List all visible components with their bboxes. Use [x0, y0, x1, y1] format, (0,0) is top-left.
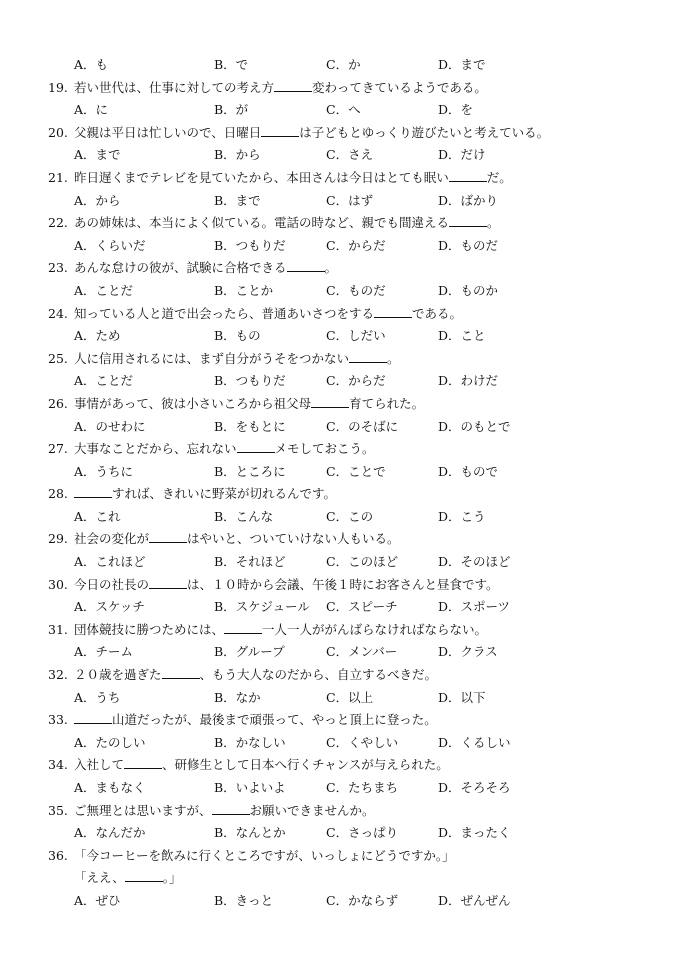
question-text	[74, 167, 512, 190]
option-b: B．こんな	[214, 508, 274, 524]
answer-blank	[224, 619, 262, 634]
answer-blank	[311, 393, 349, 408]
question-text-segment: 人に信用されるには、まず自分がうそをつかない	[74, 350, 350, 366]
option-c: C．さっぱり	[326, 825, 399, 841]
option-b: B．が	[214, 102, 249, 118]
option-d: D．くるしい	[438, 734, 511, 750]
option-a: A．これ	[74, 508, 121, 524]
answer-blank	[149, 574, 187, 589]
question-text	[74, 257, 337, 280]
answer-blank	[237, 438, 275, 453]
question-text-segment: ２０歳を過ぎた	[74, 667, 162, 683]
option-c: C．この	[326, 508, 374, 524]
options-row	[0, 777, 688, 800]
option-b: B．なんとか	[214, 825, 286, 841]
question-line	[0, 664, 688, 687]
question-number: 21.	[48, 169, 68, 185]
option-c: C．さえ	[326, 147, 374, 163]
option-c: C．たちまち	[326, 780, 399, 795]
question-number: 19.	[48, 79, 68, 95]
question-text-segment: あの姉妹は、本当によく似ている。電話の時など、親でも間違える	[74, 215, 450, 231]
options-row	[0, 596, 688, 619]
option-c: C．へ	[326, 102, 361, 118]
question-line	[0, 619, 688, 642]
question-number: 24.	[48, 305, 68, 321]
option-c: C．か	[326, 57, 361, 72]
option-a: A．スケッチ	[74, 599, 145, 615]
option-b: B．をもとに	[214, 418, 286, 434]
question-text	[74, 393, 424, 416]
option-b: B．ことか	[214, 282, 274, 298]
answer-blank	[74, 483, 112, 498]
question-line	[0, 800, 688, 823]
option-c: C．のそばに	[326, 418, 399, 434]
question-line	[0, 709, 688, 732]
question-sheet	[0, 54, 688, 913]
question-text-segment: 一人一人ががんばらなければならない。	[262, 621, 488, 637]
question-text-segment: 若い世代は、仕事に対しての考え方	[74, 79, 275, 95]
answer-blank	[124, 754, 162, 769]
option-a: A．これほど	[74, 554, 146, 570]
question-text-segment: 昨日遅くまでテレビを見ていたから、本田さんは今日はとても眠い	[74, 169, 449, 185]
question-text	[74, 438, 375, 461]
question-text-segment: 。	[487, 215, 500, 231]
question-text-segment: はやいと、ついていけない人もいる。	[187, 531, 400, 547]
question-number: 32.	[48, 667, 68, 683]
question-line	[0, 212, 688, 235]
option-d: D．こと	[438, 328, 486, 344]
options-row	[0, 280, 688, 303]
question-text	[74, 800, 375, 823]
question-text	[74, 619, 487, 642]
question-number: 27.	[48, 441, 68, 457]
question-line	[0, 393, 688, 416]
option-b: B．いよいよ	[214, 780, 286, 795]
question-text-segment: ご無理とは思いますが、	[74, 802, 212, 818]
question-number: 23.	[48, 260, 68, 276]
option-c: C．メンバー	[326, 644, 398, 660]
options-row	[0, 370, 688, 393]
question-text	[74, 845, 455, 868]
option-b: B．なか	[214, 689, 261, 705]
option-a: A．ことだ	[74, 282, 134, 298]
question-text	[74, 348, 400, 371]
option-b: B．つもりだ	[214, 373, 286, 389]
option-a: A．まもなく	[74, 780, 146, 795]
option-c: C．スピーチ	[326, 599, 398, 615]
question-text-segment: 。	[387, 350, 400, 366]
option-c: C．しだい	[326, 328, 386, 344]
option-c: C．以上	[326, 689, 374, 705]
question-text-segment: 事情があって、彼は小さいころから祖父母	[74, 395, 312, 411]
option-a: A．くらいだ	[74, 237, 146, 253]
option-b: B．から	[214, 147, 261, 163]
question-text-segment: 団体競技に勝つためには、	[74, 621, 225, 637]
option-c: C．このほど	[326, 554, 399, 570]
question-text-segment: は、１０時から会議、午後１時にお客さんと昼食です。	[187, 576, 499, 592]
option-d: D．のもとで	[438, 418, 511, 434]
question-text-segment: 。	[324, 260, 338, 276]
options-row	[0, 144, 688, 167]
question-text-segment: 。」	[162, 870, 182, 886]
options-row	[0, 235, 688, 258]
answer-blank	[162, 664, 200, 679]
answer-blank	[261, 122, 299, 137]
question-text	[74, 122, 549, 145]
question-text-segment: あんな怠けの彼が、試験に合格できる	[74, 260, 287, 276]
option-d: D．スポーツ	[438, 599, 511, 615]
question-text-segment: 知っている人と道で出会ったら、普通あいさつをする	[74, 305, 375, 321]
question-number: 25.	[48, 350, 68, 366]
question-text-segment: 今日の社長の	[74, 576, 150, 592]
answer-blank	[374, 303, 412, 318]
question-text	[74, 709, 437, 732]
options-row	[0, 416, 688, 439]
question-line-continued	[0, 867, 688, 890]
option-c: C．かならず	[326, 892, 399, 908]
question-text	[74, 528, 400, 551]
question-number: 20.	[48, 124, 68, 140]
options-row	[0, 641, 688, 664]
question-line	[0, 438, 688, 461]
question-line	[0, 348, 688, 371]
options-row	[0, 99, 688, 122]
option-d: D．まったく	[438, 825, 511, 841]
question-text	[74, 754, 449, 777]
option-d: D．ぜんぜん	[438, 892, 511, 908]
option-d: D．ものだ	[438, 237, 499, 253]
option-d: D．を	[438, 102, 474, 118]
question-text	[74, 303, 462, 326]
question-number: 30.	[48, 576, 68, 592]
option-b: B．まで	[214, 192, 261, 208]
option-c: C．くやしい	[326, 734, 399, 750]
answer-blank	[274, 77, 312, 92]
question-line	[0, 303, 688, 326]
answer-blank	[287, 257, 325, 272]
question-line	[0, 483, 688, 506]
option-d: D．そろそろ	[438, 780, 511, 795]
question-number: 28.	[48, 486, 68, 502]
question-line	[0, 528, 688, 551]
options-row	[0, 732, 688, 755]
question-text-segment: だ。	[486, 169, 512, 185]
question-line	[0, 574, 688, 597]
options-row	[0, 190, 688, 213]
options-row	[0, 506, 688, 529]
option-d: D．まで	[438, 57, 486, 72]
answer-blank	[212, 800, 250, 815]
question-line	[0, 122, 688, 145]
option-a: A．のせわに	[74, 418, 146, 434]
option-d: D．こう	[438, 508, 486, 524]
question-text-segment: 、研修生として日本へ行くチャンスが与えられた。	[162, 757, 449, 773]
question-number: 35.	[48, 802, 68, 818]
options-row	[0, 54, 688, 77]
question-text-segment: 山道だったが、最後まで頑張って、やっと頂上に登った。	[112, 712, 437, 728]
question-text	[74, 574, 499, 597]
option-a: A．チーム	[74, 644, 134, 660]
option-a: A．も	[74, 57, 109, 72]
question-text-segment: 、もう大人なのだから、自立するべきだ。	[199, 667, 438, 683]
question-number: 31.	[48, 621, 68, 637]
question-text-segment: 大事なことだから、忘れない	[74, 441, 237, 457]
option-a: A．うちに	[74, 463, 134, 479]
question-text-segment: お願いできませんか。	[249, 802, 375, 818]
option-c: C．ことで	[326, 463, 386, 479]
option-b: B．かなしい	[214, 734, 286, 750]
options-row	[0, 461, 688, 484]
question-number: 26.	[48, 395, 68, 411]
question-text	[74, 867, 182, 890]
answer-blank	[449, 212, 487, 227]
question-text-segment: 「ええ、	[74, 870, 125, 886]
options-row	[0, 687, 688, 710]
option-d: D．そのほど	[438, 554, 511, 570]
option-b: B．つもりだ	[214, 237, 286, 253]
answer-blank	[349, 348, 387, 363]
option-d: D．クラス	[438, 644, 498, 660]
question-text-segment: 入社して	[74, 757, 125, 773]
question-text-segment: 育てられた。	[349, 395, 425, 411]
option-a: A．ことだ	[74, 373, 134, 389]
option-a: A．ぜひ	[74, 892, 121, 908]
question-line	[0, 754, 688, 777]
question-text-segment: 変わってきているようである。	[312, 79, 487, 95]
options-row	[0, 890, 688, 913]
option-d: D．だけ	[438, 147, 486, 163]
question-number: 36.	[48, 847, 68, 863]
option-c: C．はず	[326, 192, 374, 208]
option-b: B．で	[214, 57, 249, 72]
option-b: B．スケジュール	[214, 599, 310, 615]
option-a: A．なんだか	[74, 825, 146, 841]
question-text-segment: すれば、きれいに野菜が切れるんです。	[112, 486, 337, 502]
options-row	[0, 822, 688, 845]
option-d: D．わけだ	[438, 373, 499, 389]
question-text	[74, 664, 437, 687]
question-text-segment: 父親は平日は忙しいので、日曜日	[74, 124, 262, 140]
question-line	[0, 77, 688, 100]
question-text	[74, 77, 487, 100]
option-a: A．から	[74, 192, 121, 208]
question-number: 22.	[48, 215, 68, 231]
option-d: D．ばかり	[438, 192, 499, 208]
option-b: B．きっと	[214, 892, 274, 908]
option-a: A．まで	[74, 147, 121, 163]
question-number: 33.	[48, 712, 68, 728]
option-a: A．に	[74, 102, 109, 118]
option-b: B．それほど	[214, 554, 286, 570]
option-a: A．うち	[74, 689, 121, 705]
answer-blank	[149, 528, 187, 543]
question-text-segment: 「今コーヒーを飲みに行くところですが、いっしょにどうですか。」	[74, 847, 455, 863]
option-b: B．グループ	[214, 644, 285, 660]
question-line	[0, 167, 688, 190]
answer-blank	[74, 709, 112, 724]
option-b: B．ところに	[214, 463, 286, 479]
option-b: B．もの	[214, 328, 261, 344]
option-d: D．もので	[438, 463, 499, 479]
question-number: 29.	[48, 531, 68, 547]
options-row	[0, 551, 688, 574]
option-d: D．以下	[438, 689, 486, 705]
option-d: D．ものか	[438, 282, 499, 298]
option-a: A．たのしい	[74, 734, 146, 750]
option-c: C．からだ	[326, 237, 386, 253]
answer-blank	[449, 167, 487, 182]
option-a: A．ため	[74, 328, 121, 344]
question-text-segment: は子どもとゆっくり遊びたいと考えている。	[299, 124, 550, 140]
answer-blank	[125, 867, 163, 882]
options-row	[0, 325, 688, 348]
question-line	[0, 845, 688, 868]
question-text	[74, 212, 500, 235]
option-c: C．ものだ	[326, 282, 386, 298]
question-text-segment: である。	[412, 305, 463, 321]
question-number: 34.	[48, 757, 68, 773]
question-text	[74, 483, 336, 506]
option-c: C．からだ	[326, 373, 386, 389]
question-text-segment: 社会の変化が	[74, 531, 150, 547]
question-line	[0, 257, 688, 280]
question-text-segment: メモしておこう。	[274, 441, 375, 457]
